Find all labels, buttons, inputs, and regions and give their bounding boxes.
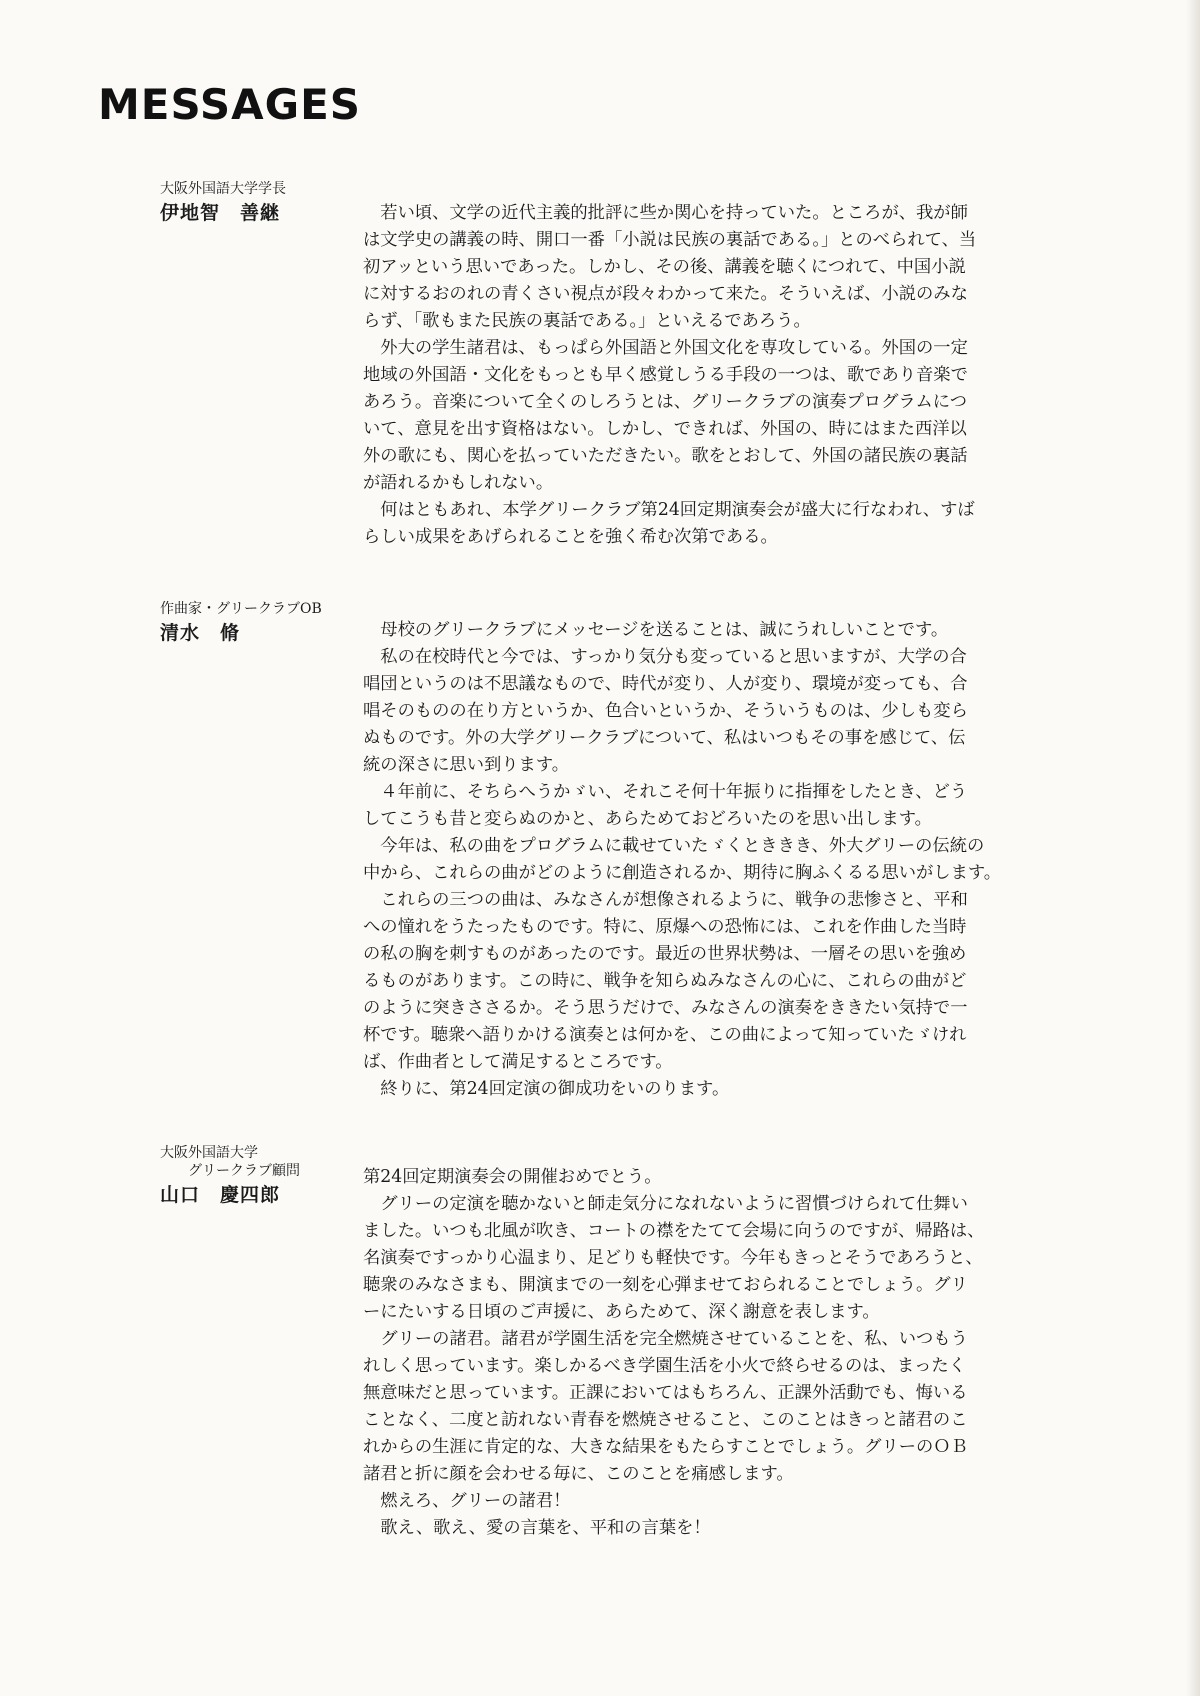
text-line: 私の在校時代と今では、すっかり気分も変っていると思いますが、大学の合	[363, 647, 967, 667]
text-line: れしく思っています。楽しかるべき学園生活を小火で終らせるのは、まったく	[363, 1356, 966, 1376]
text-line: ぬものです。外の大学グリークラブについて、私はいつもその事を感じて、伝	[363, 728, 966, 748]
text-line: いて、意見を出す資格はない。しかし、できれば、外国の、時にはまた西洋以	[363, 419, 967, 439]
page-title: MESSAGES	[98, 80, 362, 129]
text-line: 杯です。聴衆へ語りかける演奏とは何かを、この曲によって知っていたゞけれ	[363, 1025, 967, 1045]
text-line: 母校のグリークラブにメッセージを送ることは、誠にうれしいことです。	[363, 620, 949, 640]
text-line: は文学史の講義の時、開口一番「小説は民族の裏話である。」とのべられて、当	[363, 230, 977, 250]
text-line: れからの生涯に肯定的な、大きな結果をもたらすことでしょう。グリーのＯＢ	[363, 1437, 968, 1457]
message-body	[363, 200, 1035, 551]
text-line: 唱団というのは不思議なもので、時代が変り、人が変り、環境が変っても、合	[363, 674, 968, 694]
message-body	[363, 1164, 1035, 1542]
text-line: が語れるかもしれない。	[363, 473, 554, 493]
text-line: ４年前に、そちらへうかゞい、それこそ何十年振りに指揮をしたとき、どう	[363, 782, 968, 802]
author-affiliation: 大阪外国語大学学長	[160, 181, 286, 197]
text-line: 中から、これらの曲がどのように創造されるか、期待に胸ふくるる思いがします。	[363, 863, 1002, 883]
text-line: のように突きささるか。そう思うだけで、みなさんの演奏をききたい気持で一	[363, 998, 968, 1018]
text-line: らしい成果をあげられることを強く希む次第である。	[363, 527, 778, 547]
text-line: 若い頃、文学の近代主義的批評に些か関心を持っていた。ところが、我が師	[363, 203, 968, 223]
text-line: 燃えろ、グリーの諸君！	[363, 1491, 571, 1511]
author-name: 山口 慶四郎	[160, 1184, 281, 1206]
text-line: 地域の外国語・文化をもっとも早く感覚しうる手段の一つは、歌であり音楽で	[363, 365, 968, 385]
author-name: 清水 脩	[160, 622, 241, 644]
text-line: 聴衆のみなさまも、開演までの一刻を心弾ませておられることでしょう。グリ	[363, 1275, 968, 1295]
text-line: してこうも昔と変らぬのかと、あらためておどろいたのを思い出します。	[363, 809, 932, 829]
author-affiliation: 大阪外国語大学 グリークラブ顧問	[160, 1145, 300, 1179]
text-line: 初アッという思いであった。しかし、その後、講義を聴くにつれて、中国小説	[363, 257, 966, 277]
text-line: の私の胸を刺すものがあったのです。最近の世界状勢は、一層その思いを強め	[363, 944, 967, 964]
author-block	[160, 600, 360, 646]
text-line: ことなく、二度と訪れない青春を燃焼させること、このことはきっと諸君のこ	[363, 1410, 968, 1430]
text-line: 唱そのものの在り方というか、色合いというか、そういうものは、少しも変ら	[363, 701, 968, 721]
text-line: るものがあります。この時に、戦争を知らぬみなさんの心に、これらの曲がど	[363, 971, 967, 991]
text-line: 外大の学生諸君は、もっぱら外国語と外国文化を専攻している。外国の一定	[363, 338, 968, 358]
text-line: ば、作曲者として満足するところです。	[363, 1052, 673, 1072]
text-line: への憧れをうたったものです。特に、原爆への恐怖には、これを作曲した当時	[363, 917, 967, 937]
text-line: ーにたいする日頃のご声援に、あらためて、深く謝意を表します。	[363, 1302, 880, 1322]
text-line: 名演奏ですっかり心温まり、足どりも軽快です。今年もきっとそうであろうと、	[363, 1248, 983, 1268]
text-line: に対するおのれの青くさい視点が段々わかって来た。そういえば、小説のみな	[363, 284, 968, 304]
text-line: 終りに、第24回定演の御成功をいのります。	[363, 1079, 730, 1099]
text-line: 第24回定期演奏会の開催おめでとう。	[363, 1167, 662, 1187]
text-line: ました。いつも北風が吹き、コートの襟をたてて会場に向うのですが、帰路は、	[363, 1221, 985, 1241]
author-affiliation: 作曲家・グリークラブOB	[160, 601, 322, 617]
text-line: グリーの諸君。諸君が学園生活を完全燃焼させていることを、私、いつもう	[363, 1329, 968, 1349]
text-line: らず、「歌もまた民族の裏話である。」といえるであろう。	[363, 311, 811, 331]
text-line: 外の歌にも、関心を払っていただきたい。歌をとおして、外国の諸民族の裏話	[363, 446, 968, 466]
author-block	[160, 180, 360, 226]
author-name: 伊地智 善継	[160, 202, 281, 224]
text-line: あろう。音楽について全くのしろうとは、グリークラブの演奏プログラムにつ	[363, 392, 967, 412]
text-line: 歌え、歌え、愛の言葉を、平和の言葉を！	[363, 1518, 711, 1538]
text-line: グリーの定演を聴かないと師走気分になれないように習慣づけられて仕舞い	[363, 1194, 968, 1214]
text-line: 諸君と折に顔を会わせる毎に、このことを痛感します。	[363, 1464, 794, 1484]
text-line: 何はともあれ、本学グリークラブ第24回定期演奏会が盛大に行なわれ、すば	[363, 500, 975, 520]
paper-edge-shadow	[1186, 0, 1200, 1696]
author-block	[160, 1144, 360, 1208]
text-line: 今年は、私の曲をプログラムに載せていたゞくとききき、外大グリーの伝統の	[363, 836, 985, 856]
text-line: 統の深さに思い到ります。	[363, 755, 569, 775]
message-body	[363, 617, 1035, 1103]
text-line: 無意味だと思っています。正課においてはもちろん、正課外活動でも、悔いる	[363, 1383, 968, 1403]
text-line: これらの三つの曲は、みなさんが想像されるように、戦争の悲惨さと、平和	[363, 890, 968, 910]
